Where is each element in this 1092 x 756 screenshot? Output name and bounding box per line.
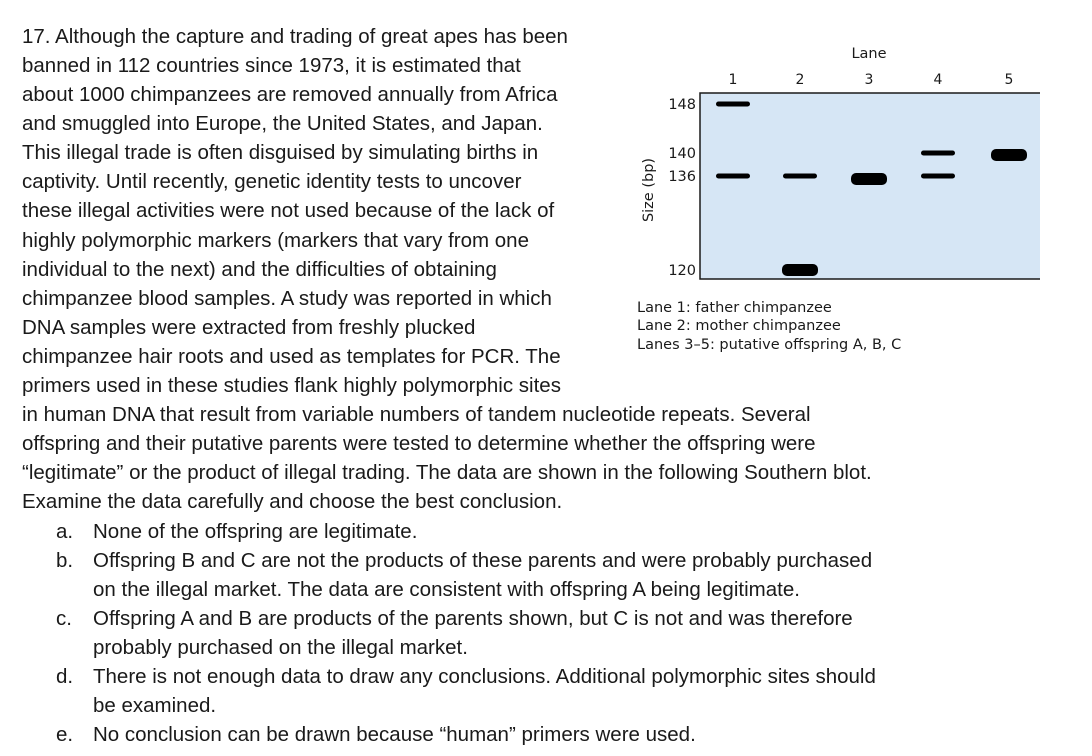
lane-label-2: 2 <box>795 72 805 88</box>
band-lane-4-140bp <box>921 151 955 156</box>
lane-axis-title: Lane <box>851 46 887 62</box>
size-labels <box>668 97 696 279</box>
question-line: chimpanzee blood samples. A study was reported in which <box>22 287 552 310</box>
question-line: individual to the next) and the difficulties of obtaining <box>22 258 497 281</box>
choice-letter: d. <box>56 665 74 688</box>
band-lane-5-140bp <box>991 149 1027 161</box>
legend-lane-2: Lane 2: mother chimpanzee <box>637 318 841 334</box>
question-line: these illegal activities were not used because of the lack of <box>22 199 555 222</box>
band-lane-1-136bp <box>716 174 750 179</box>
southern-blot-figure <box>620 40 1040 290</box>
question-line: highly polymorphic markers (markers that vary from one <box>22 229 529 252</box>
choice-d-text: be examined. <box>93 694 217 717</box>
question-line: captivity. Until recently, genetic identity tests to uncover <box>22 170 522 193</box>
size-label-148: 148 <box>668 97 696 113</box>
choice-letter: a. <box>56 520 74 543</box>
band-lane-4-136bp <box>921 174 955 179</box>
choice-b-text: on the illegal market. The data are consistent with offspring A being legitimate. <box>93 578 800 601</box>
question-line: DNA samples were extracted from freshly plucked <box>22 316 476 339</box>
question-line: offspring and their putative parents were tested to determine whether the offspring were <box>22 432 816 455</box>
band-lane-3-136bp <box>851 173 887 185</box>
question-line: This illegal trade is often disguised by simulating births in <box>22 141 539 164</box>
choice-d-text: There is not enough data to draw any conclusions. Additional polymorphic sites should <box>93 665 876 688</box>
question-line: about 1000 chimpanzees are removed annually from Africa <box>22 83 558 106</box>
choice-letter: e. <box>56 723 74 746</box>
lane-label-4: 4 <box>933 72 943 88</box>
band-lane-2-136bp <box>783 174 817 179</box>
lane-labels <box>729 72 1014 88</box>
size-label-136: 136 <box>668 169 696 185</box>
question-line: in human DNA that result from variable numbers of tandem nucleotide repeats. Several <box>22 403 811 426</box>
choice-c-text: Offspring A and B are products of the parents shown, but C is not and was therefore <box>93 607 853 630</box>
lane-label-5: 5 <box>1004 72 1014 88</box>
question-line: 17. Although the capture and trading of great apes has been <box>22 25 568 48</box>
question-line: and smuggled into Europe, the United States, and Japan. <box>22 112 543 135</box>
choice-b-text: Offspring B and C are not the products of these parents and were probably purchased <box>93 549 873 572</box>
question-line: primers used in these studies flank highly polymorphic sites <box>22 374 561 397</box>
size-axis-title: Size (bp) <box>641 157 657 223</box>
question-line: Examine the data carefully and choose the best conclusion. <box>22 490 563 513</box>
question-line: banned in 112 countries since 1973, it is estimated that <box>22 54 521 77</box>
choice-letter: c. <box>56 607 72 630</box>
legend-lane-1: Lane 1: father chimpanzee <box>637 300 832 316</box>
legend-lanes-3-5: Lanes 3–5: putative offspring A, B, C <box>637 337 902 353</box>
choice-c-text: probably purchased on the illegal market. <box>93 636 468 659</box>
lane-label-3: 3 <box>864 72 874 88</box>
choice-e-text: No conclusion can be drawn because “human” primers were used. <box>93 723 696 746</box>
blot-membrane <box>700 93 1040 279</box>
choice-a-text: None of the offspring are legitimate. <box>93 520 418 543</box>
choice-letter: b. <box>56 549 74 572</box>
size-label-120: 120 <box>668 263 696 279</box>
question-line: “legitimate” or the product of illegal trading. The data are shown in the following Southern blot. <box>22 461 872 484</box>
lane-label-1: 1 <box>728 72 738 88</box>
size-label-140: 140 <box>668 146 696 162</box>
question-line: chimpanzee hair roots and used as templates for PCR. The <box>22 345 561 368</box>
band-lane-2-120bp <box>782 264 818 276</box>
band-lane-1-148bp <box>716 102 750 107</box>
